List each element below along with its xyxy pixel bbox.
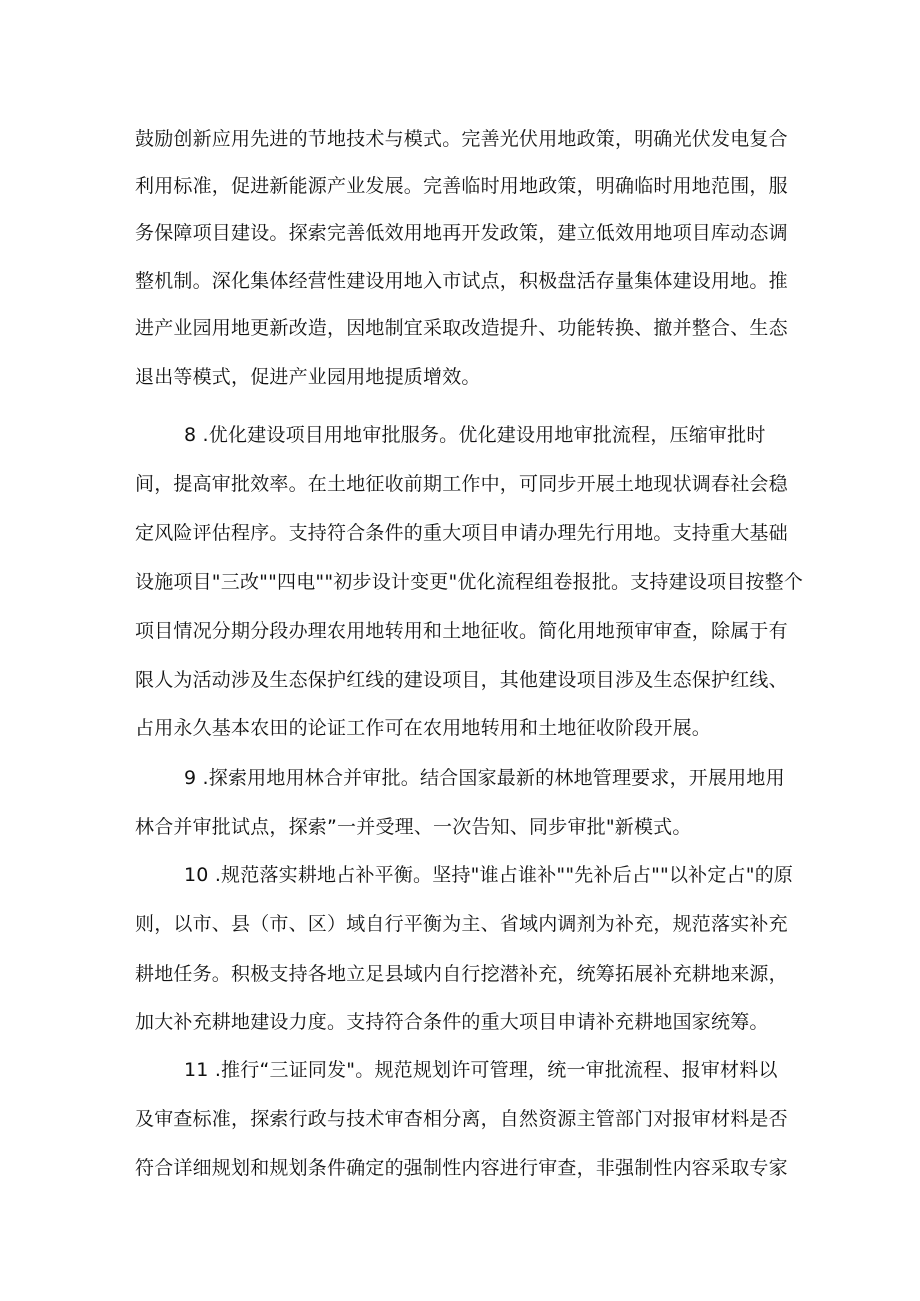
text-line: 整机制。深化集体经营性建设用地入市试点，积极盘活存量集体建设用地。推 [135, 270, 788, 292]
text-line: 占用永久基本农田的论证工作可在农用地转用和土地征收阶段开展。 [135, 717, 712, 739]
text-line: 定风险评估程序。支持符合条件的重大项目申请办理先行用地。支持重大基础 [135, 522, 788, 544]
paragraph-10-heading: 10 .规范落实耕地占补平衡。坚持"谁占谁补""先补后占""以补定占"的原 [184, 864, 794, 886]
text-line: 及审查标准，探索行政与技术审杳相分离，自然资源主管部门对报审材料是否 [135, 1108, 788, 1130]
text-line: 鼓励创新应用先进的节地技术与模式。完善光伏用地政策，明确光伏发电复合 [135, 128, 788, 150]
text-line: 进产业园用地更新改造，因地制宜采取改造提升、功能转换、撤并整合、生态 [135, 317, 788, 339]
text-line: 限人为活动涉及生态保护红线的建设项目，其他建设项目涉及生态保护红线、 [135, 669, 788, 691]
text-line: 间，提高审批效率。在土地征收前期工作中，可同步开展土地现状调春社会稳 [135, 473, 788, 495]
text-line: 耕地任务。积极支持各地立足县域内自行挖潜补充，统筹拓展补充耕地来源， [135, 963, 788, 985]
text-line: 项目情况分期分段办理农用地转用和土地征收。简化用地预审审查，除属于有 [135, 620, 788, 642]
paragraph-8-heading: 8 .优化建设项目用地审批服务。优化建设用地审批流程，压缩审批时 [184, 424, 766, 446]
text-line: 林合并审批试点，探索”一并受理、一次告知、同步审批"新模式。 [135, 816, 692, 838]
paragraph-11-heading: 11 .推行“三证同发"。规范规划许可管理，统一审批流程、报审材料以 [184, 1059, 778, 1081]
paragraph-9-heading: 9 .探索用地用林合并审批。结合国家最新的林地管理要求，开展用地用 [184, 767, 785, 789]
text-line: 利用标准，促进新能源产业发展。完善临时用地政策，明确临时用地范围，服 [135, 175, 788, 197]
text-line: 加大补充耕地建设力度。支持符合条件的重大项目申请补充耕地国家统筹。 [135, 1011, 769, 1033]
text-line: 设施项目"三改""四电""初步设计变更"优化流程组卷报批。支持建设项目按整个 [135, 571, 804, 593]
text-line: 符合详细规划和规划条件确定的强制性内容进行审查，非强制性内容采取专家 [135, 1157, 788, 1179]
text-line: 则，以市、县（市、区）域自行平衡为主、省域内调剂为补充，规范落实补充 [135, 913, 788, 935]
text-line: 务保障项目建设。探索完善低效用地再开发政策，建立低效用地项目库动态调 [135, 222, 788, 244]
text-line: 退出等模式，促进产业园用地提质增效。 [135, 366, 481, 388]
